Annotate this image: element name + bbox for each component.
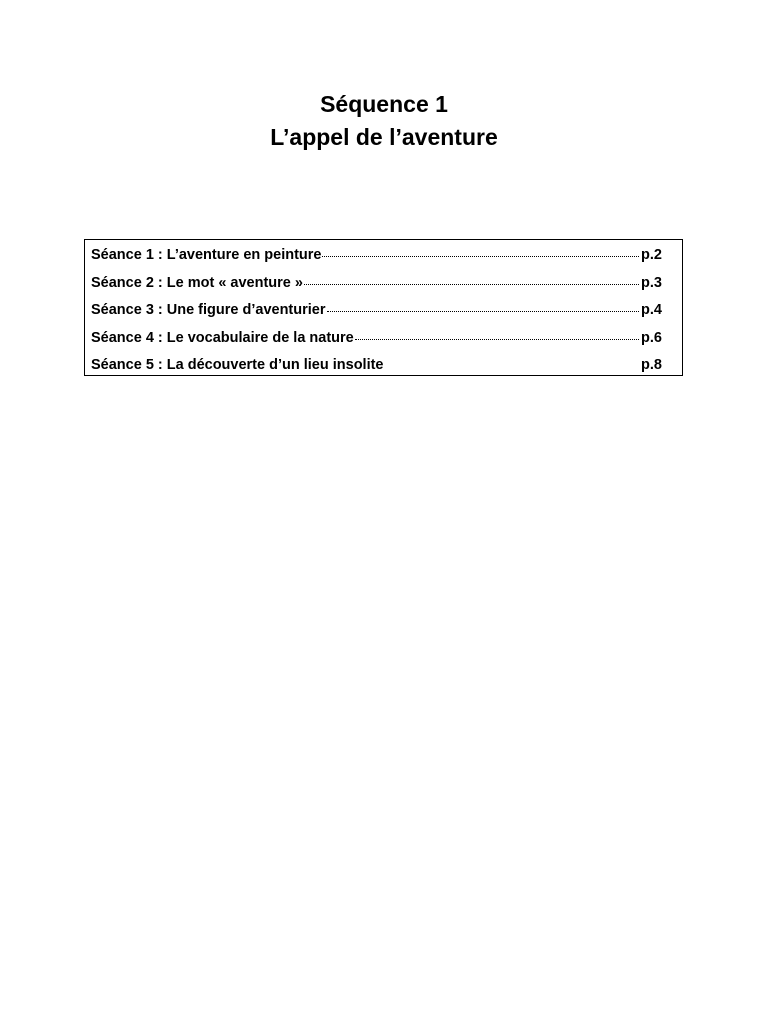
toc-dot-leader <box>355 339 639 340</box>
toc-entry-5 <box>91 352 662 380</box>
toc-entry-label: Séance 5 : La découverte d’un lieu insolite <box>91 357 384 373</box>
toc-entry-label: Séance 2 : Le mot « aventure » <box>91 274 303 291</box>
toc-dot-leader <box>304 284 639 285</box>
toc-entry-1 <box>91 242 662 270</box>
toc-entry-label: Séance 1 : L’aventure en peinture <box>91 247 322 263</box>
toc-entry-2 <box>91 270 662 298</box>
toc-entry-label: Séance 4 : Le vocabulaire de la nature <box>91 329 354 346</box>
toc-entry-label: Séance 3 : Une figure d’aventurier <box>91 302 326 318</box>
toc-entry-3 <box>91 297 662 325</box>
toc-entry-page: p.6 <box>641 329 662 346</box>
toc-entry-page: p.8 <box>641 357 662 373</box>
toc-entry-page: p.4 <box>641 302 662 318</box>
table-of-contents <box>84 239 683 376</box>
sequence-title: L’appel de l’aventure <box>270 124 498 150</box>
sequence-number: Séquence 1 <box>320 91 448 117</box>
document-title <box>0 88 768 154</box>
toc-entry-4 <box>91 325 662 353</box>
toc-entry-page: p.2 <box>641 247 662 263</box>
toc-entry-page: p.3 <box>641 274 662 291</box>
toc-dot-leader <box>322 256 639 257</box>
toc-dot-leader <box>327 311 640 312</box>
